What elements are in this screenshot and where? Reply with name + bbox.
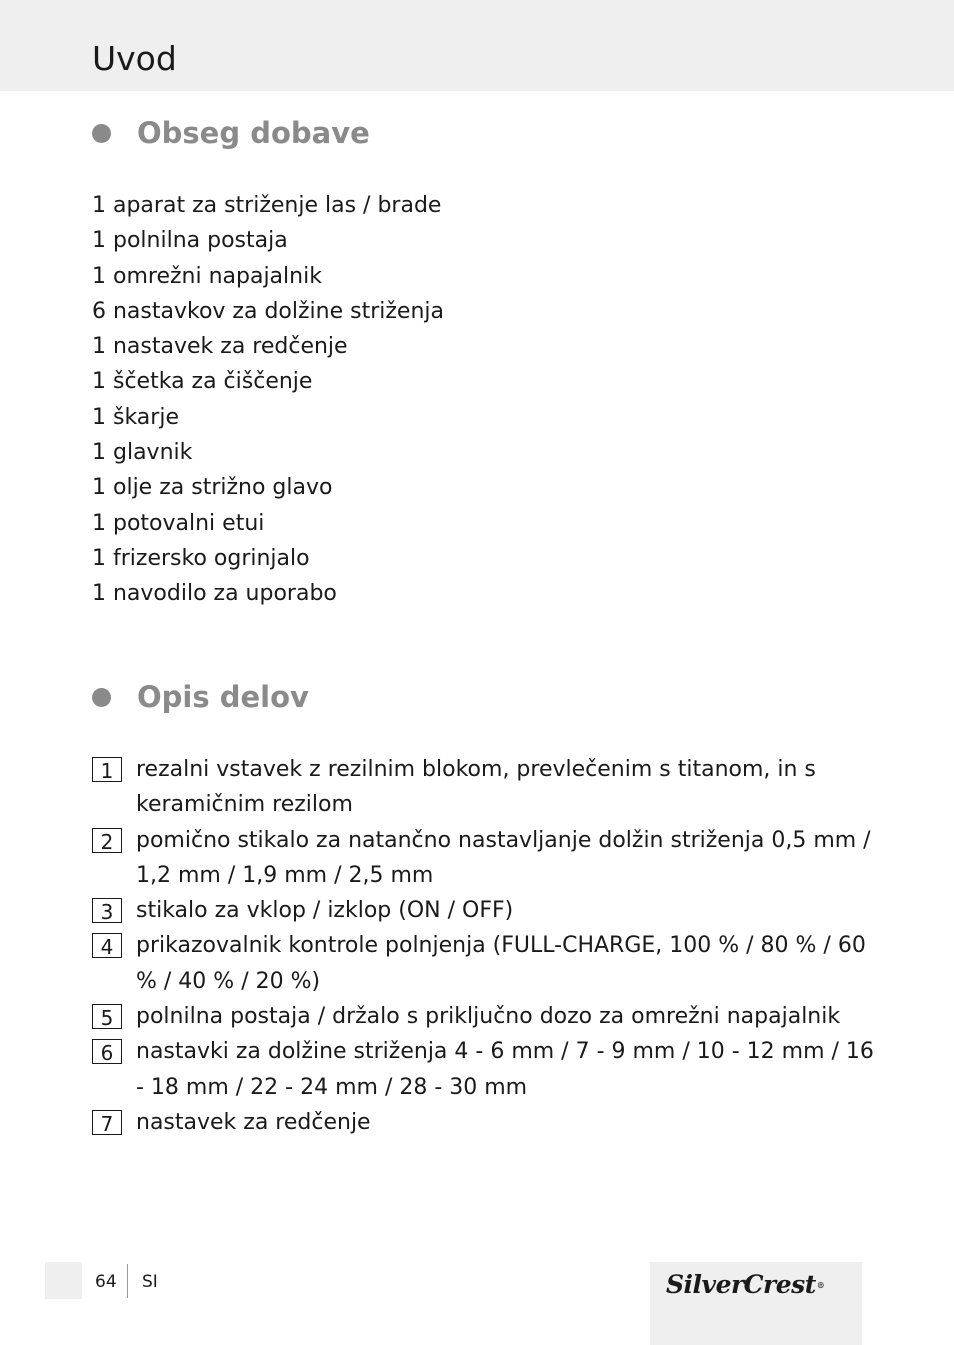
part-text: stikalo za vklop / izklop (ON / OFF) [136,898,514,924]
part-number-box: 6 [92,1039,122,1064]
registered-mark: ® [816,1280,825,1290]
bullet-icon [92,124,111,143]
part-number-box: 1 [92,757,122,782]
brand-name: SilverCrest [666,1270,816,1299]
section-heading-parts [92,677,309,717]
list-item: 1 škarje [92,404,179,430]
list-item: 1 nastavek za redčenje [92,334,348,360]
part-item [92,823,882,894]
list-item: 1 polnilna postaja [92,228,288,254]
page-number: 64 [95,1272,117,1292]
list-item: 1 potovalni etui [92,510,265,536]
list-item: 1 glavnik [92,440,193,466]
page-title: Uvod [92,39,177,78]
part-number-box: 2 [92,828,122,853]
footer-divider [127,1264,128,1298]
parts-title: Opis delov [137,680,309,714]
scope-list [92,188,444,612]
parts-list [92,752,882,1140]
part-number-box: 7 [92,1110,122,1135]
part-text: nastavek za redčenje [136,1109,371,1135]
part-text: rezalni vstavek z rezilnim blokom, prevlečenim s titanom, in s keramičnim rezilom [136,757,816,818]
section-heading-scope [92,113,370,153]
scope-title: Obseg dobave [137,116,370,150]
part-number-box: 3 [92,898,122,923]
part-item [92,1034,882,1105]
footer-marker [45,1262,82,1299]
part-item [92,928,882,999]
list-item: 1 ščetka za čiščenje [92,369,313,395]
part-text: nastavki za dolžine striženja 4 - 6 mm / 7 - 9 mm / 10 - 12 mm / 16 - 18 mm / 22 - 24 mm / 28 - 30 mm [136,1039,874,1100]
list-item: 1 navodilo za uporabo [92,581,337,607]
part-number-box: 4 [92,933,122,958]
brand-logo [666,1268,824,1302]
language-code: SI [142,1272,158,1292]
part-item [92,752,882,823]
part-item [92,999,882,1034]
part-text: pomično stikalo za natančno nastavljanje dolžin striženja 0,5 mm / 1,2 mm / 1,9 mm / 2,5 mm [136,827,871,888]
list-item: 1 aparat za striženje las / brade [92,193,442,218]
part-number-box: 5 [92,1004,122,1029]
part-text: polnilna postaja / držalo s priključno dozo za omrežni napajalnik [136,1004,841,1030]
part-text: prikazovalnik kontrole polnjenja (FULL-CHARGE, 100 % / 80 % / 60 % / 40 % / 20 %) [136,933,866,994]
list-item: 1 olje za strižno glavo [92,475,333,501]
list-item: 1 omrežni napajalnik [92,263,322,289]
part-item [92,893,882,928]
bullet-icon [92,688,111,707]
list-item: 1 frizersko ogrinjalo [92,545,310,571]
list-item: 6 nastavkov za dolžine striženja [92,298,444,324]
part-item [92,1105,882,1140]
